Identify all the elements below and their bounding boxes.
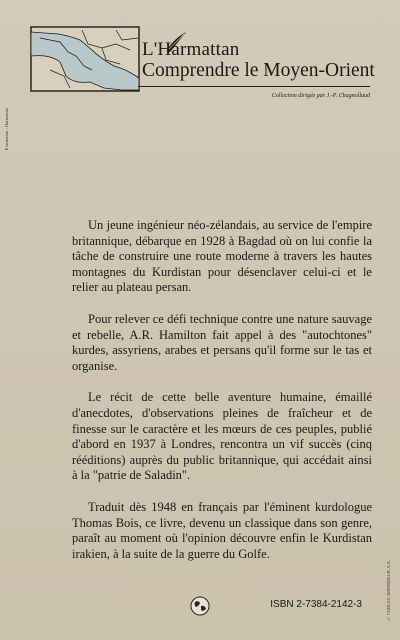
isbn-number: ISBN 2-7384-2142-3 [270,599,362,610]
globe-icon [190,596,210,616]
series-title: Comprendre le Moyen-Orient [142,60,375,81]
publisher-name: L'Harmattan [142,39,240,60]
header-divider [138,86,370,87]
blurb-paragraph: Pour relever ce défi technique contre une nature sauvage et rebelle, A.R. Hamilton fait appel à des "autochtones" kurdes, assyriens, arabes et persans qu'il forme sur le tas et organise. [72,311,372,373]
back-cover-blurb [72,218,372,578]
collection-note: Collection dirigée par J.-P. Chagnollaud [271,93,370,99]
middle-east-map-logo [30,26,140,92]
printer-credit: © CORLET, IMPRIMEUR, S.A. [386,560,391,622]
blurb-paragraph: Traduit dès 1948 en français par l'éminent kurdologue Thomas Bois, ce livre, devenu un classique dans son genre, paraît au moment où l'opinion découvre enfin le Kurdistan irakien, à la suite de la guerre du Golfe. [72,499,372,561]
blurb-paragraph: Le récit de cette belle aventure humaine, émaillé d'anecdotes, d'observations pleines de fraîcheur et de finesse sur le caractère et les mœurs de ces peuples, publié d'abord en 1937 à Londres, rencontra un vif succès (cinq rééditions) auprès du public britannique, qui accédait ainsi à la "patrie de Saladin". [72,390,372,483]
blurb-paragraph: Un jeune ingénieur néo-zélandais, au service de l'empire britannique, débarque en 1928 à Bagdad où on lui confie la tâche de construire une route moderne à travers les hautes montagnes du Kurdistan pour désenclaver celui-ci et le relier au plateau persan. [72,218,372,295]
illustration-credit: Illustration : Harmattan [4,108,9,151]
